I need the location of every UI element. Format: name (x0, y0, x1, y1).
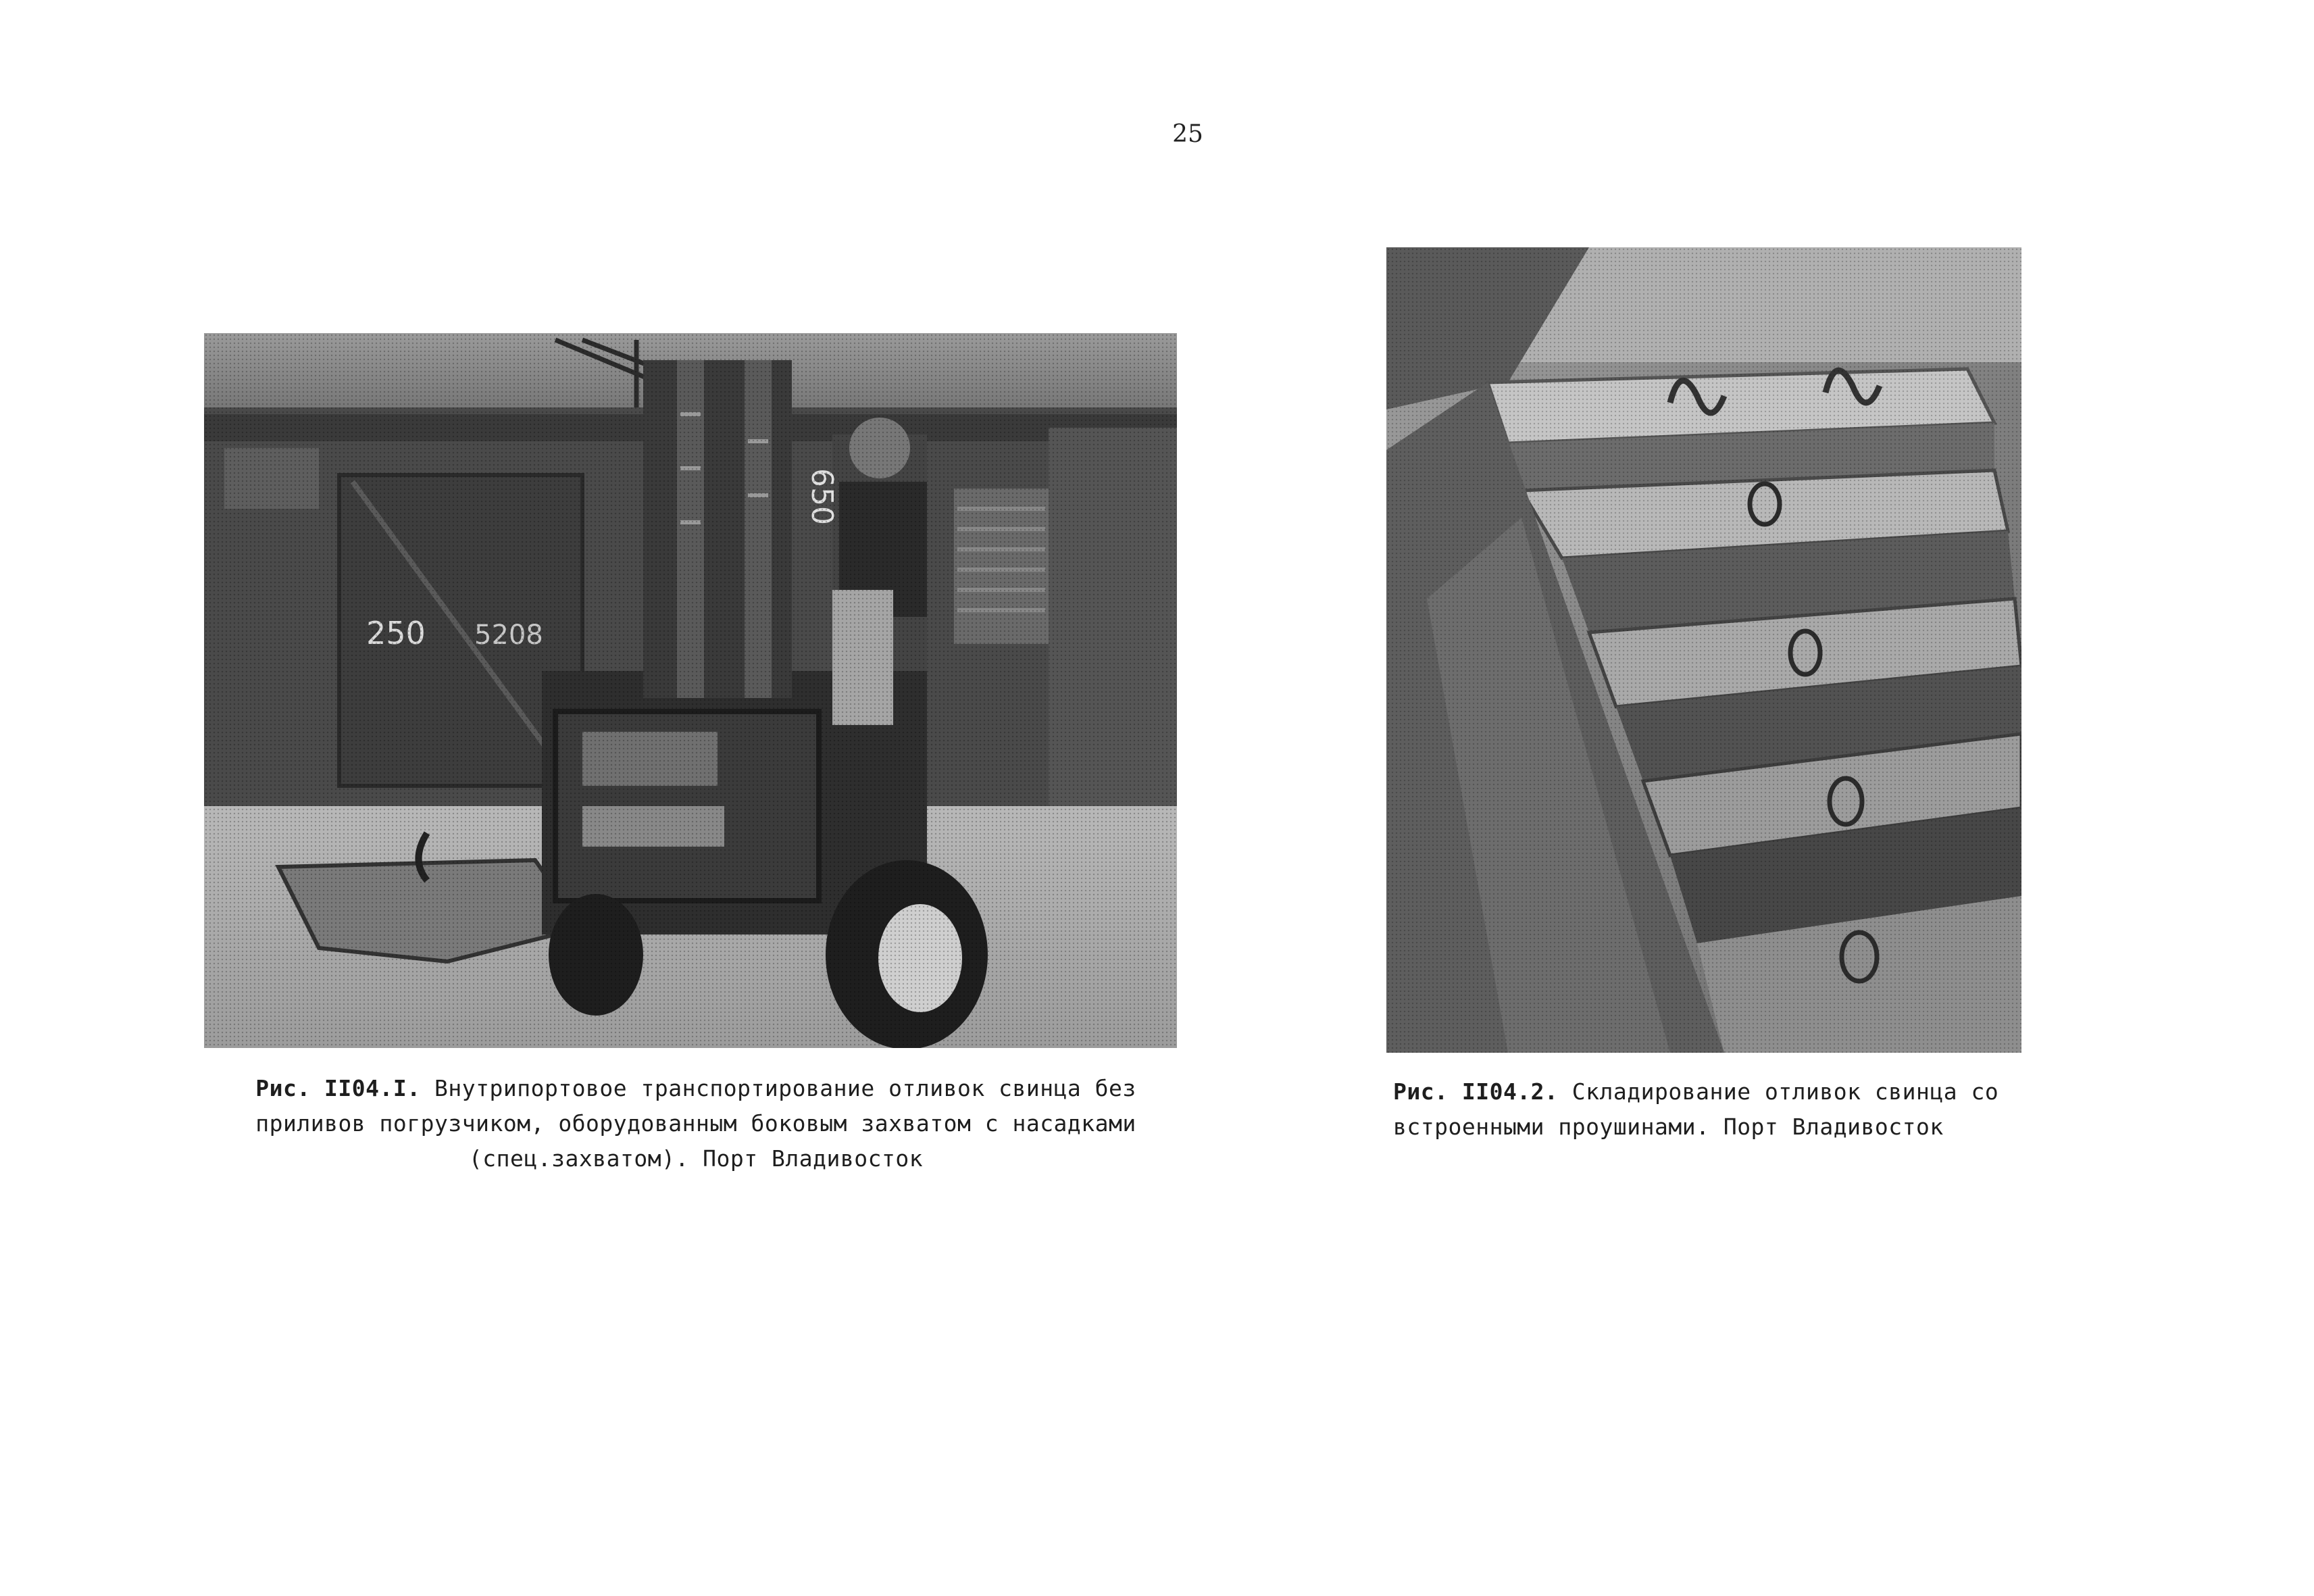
ingot-stack-photo (1386, 247, 2021, 1053)
figure-2-caption-line-1 (1393, 1074, 2042, 1109)
forklift-photo (204, 333, 1177, 1048)
figure-1-caption (203, 1071, 1189, 1176)
page-number: 25 (1172, 120, 1203, 148)
figure-2-label: Рис. II04.2. (1393, 1078, 1559, 1105)
figure-1-caption-line-3: (спец.захватом). Порт Владивосток (468, 1145, 924, 1172)
figure-1-caption-line-1 (203, 1071, 1189, 1106)
figure-2-caption-text-1: Складирование отливок свинца со (1571, 1078, 1999, 1105)
figure-1-caption-line-2: приливов погрузчиком, оборудованным боковым захватом с насадками (255, 1110, 1136, 1137)
figure-2-caption-line-2: встроенными проушинами. Порт Владивосток (1393, 1114, 1944, 1140)
figure-1-caption-text-1: Внутрипортовое транспортирование отливок свинца без (434, 1075, 1136, 1101)
figure-1-label: Рис. II04.I. (255, 1075, 421, 1101)
figure-2-caption (1393, 1074, 2042, 1145)
